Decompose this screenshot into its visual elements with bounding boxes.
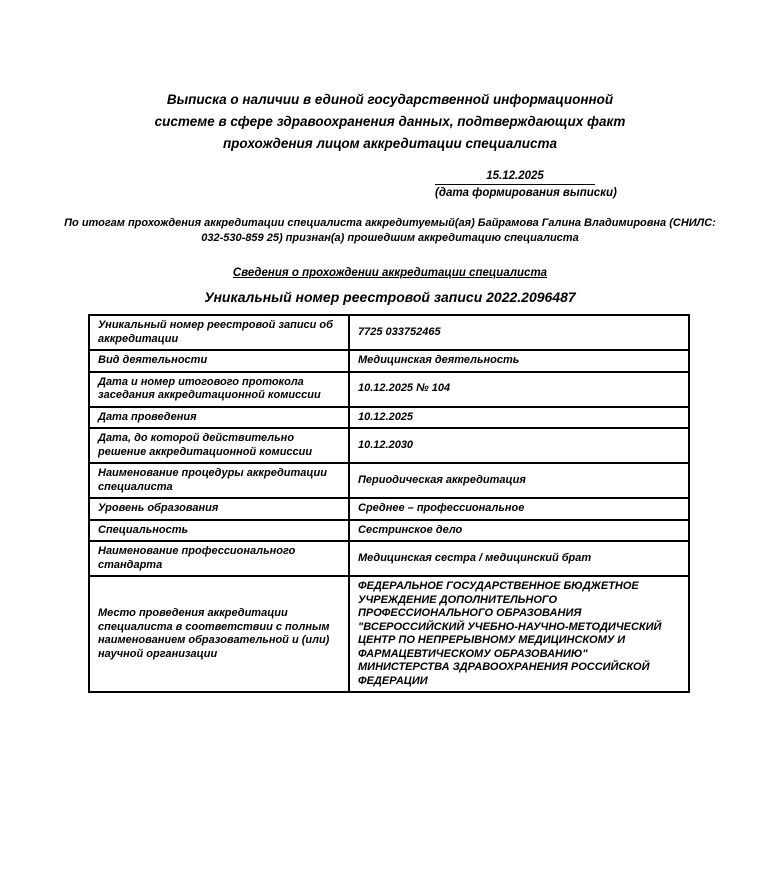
row-label: Место проведения аккредитации специалиста в соответствии с полным наименованием образовательной и (или) научной организации <box>89 576 349 692</box>
table-row <box>89 541 689 576</box>
row-value: 10.12.2030 <box>349 428 689 463</box>
document-title-line: прохождения лицом аккредитации специалиста <box>222 136 558 151</box>
row-value: Медицинская деятельность <box>349 350 689 372</box>
row-label: Вид деятельности <box>89 350 349 372</box>
table-row <box>89 463 689 498</box>
registry-number-heading: Уникальный номер реестровой записи 2022.2096487 <box>204 289 576 305</box>
row-value: Периодическая аккредитация <box>349 463 689 498</box>
row-value: Медицинская сестра / медицинский брат <box>349 541 689 576</box>
row-label: Уникальный номер реестровой записи об аккредитации <box>89 315 349 350</box>
row-value: Сестринское дело <box>349 520 689 542</box>
table-row <box>89 315 689 350</box>
row-value: Среднее – профессиональное <box>349 498 689 520</box>
table-row <box>89 350 689 372</box>
intro-paragraph <box>0 216 780 245</box>
table-row <box>89 407 689 429</box>
accreditation-table-body <box>89 315 689 692</box>
row-label: Дата проведения <box>89 407 349 429</box>
row-value: 7725 033752465 <box>349 315 689 350</box>
generation-date-caption: (дата формирования выписки) <box>435 187 617 199</box>
document-title <box>0 89 780 155</box>
intro-line: По итогам прохождения аккредитации специалиста аккредитуемый(ая) Байрамова Галина Владимировна (СНИЛС: <box>64 217 716 229</box>
document-title-line: Выписка о наличии в единой государственной информационной <box>166 92 614 107</box>
row-label: Наименование процедуры аккредитации специалиста <box>89 463 349 498</box>
row-value: 10.12.2025 <box>349 407 689 429</box>
table-row <box>89 372 689 407</box>
table-row <box>89 428 689 463</box>
row-label: Уровень образования <box>89 498 349 520</box>
generation-date: 15.12.2025 <box>435 169 595 185</box>
table-row <box>89 576 689 692</box>
row-value: ФЕДЕРАЛЬНОЕ ГОСУДАРСТВЕННОЕ БЮДЖЕТНОЕ УЧРЕЖДЕНИЕ ДОПОЛНИТЕЛЬНОГО ПРОФЕССИОНАЛЬНОГО ОБРАЗОВАНИЯ "ВСЕРОССИЙСКИЙ УЧЕБНО-НАУЧНО-МЕТОДИЧЕСКИЙ ЦЕНТР ПО НЕПРЕРЫВНОМУ МЕДИЦИНСКОМУ И ФАРМАЦЕВТИЧЕСКОМУ ОБРАЗОВАНИЮ" МИНИСТЕРСТВА ЗДРАВООХРАНЕНИЯ РОССИЙСКОЙ ФЕДЕРАЦИИ <box>349 576 689 692</box>
row-value: 10.12.2025 № 104 <box>349 372 689 407</box>
accreditation-details-table <box>88 314 690 693</box>
row-label: Специальность <box>89 520 349 542</box>
intro-line: 032-530-859 25) признан(а) прошедшим аккредитацию специалиста <box>201 231 579 244</box>
row-label: Дата, до которой действительно решение аккредитационной комиссии <box>89 428 349 463</box>
document-title-line: системе в сфере здравоохранения данных, подтверждающих факт <box>154 114 626 129</box>
row-label: Наименование профессионального стандарта <box>89 541 349 576</box>
table-row <box>89 520 689 542</box>
generation-date-block <box>435 169 617 200</box>
section-heading: Сведения о прохождении аккредитации специалиста <box>232 267 548 279</box>
table-row <box>89 498 689 520</box>
row-label: Дата и номер итогового протокола заседания аккредитационной комиссии <box>89 372 349 407</box>
